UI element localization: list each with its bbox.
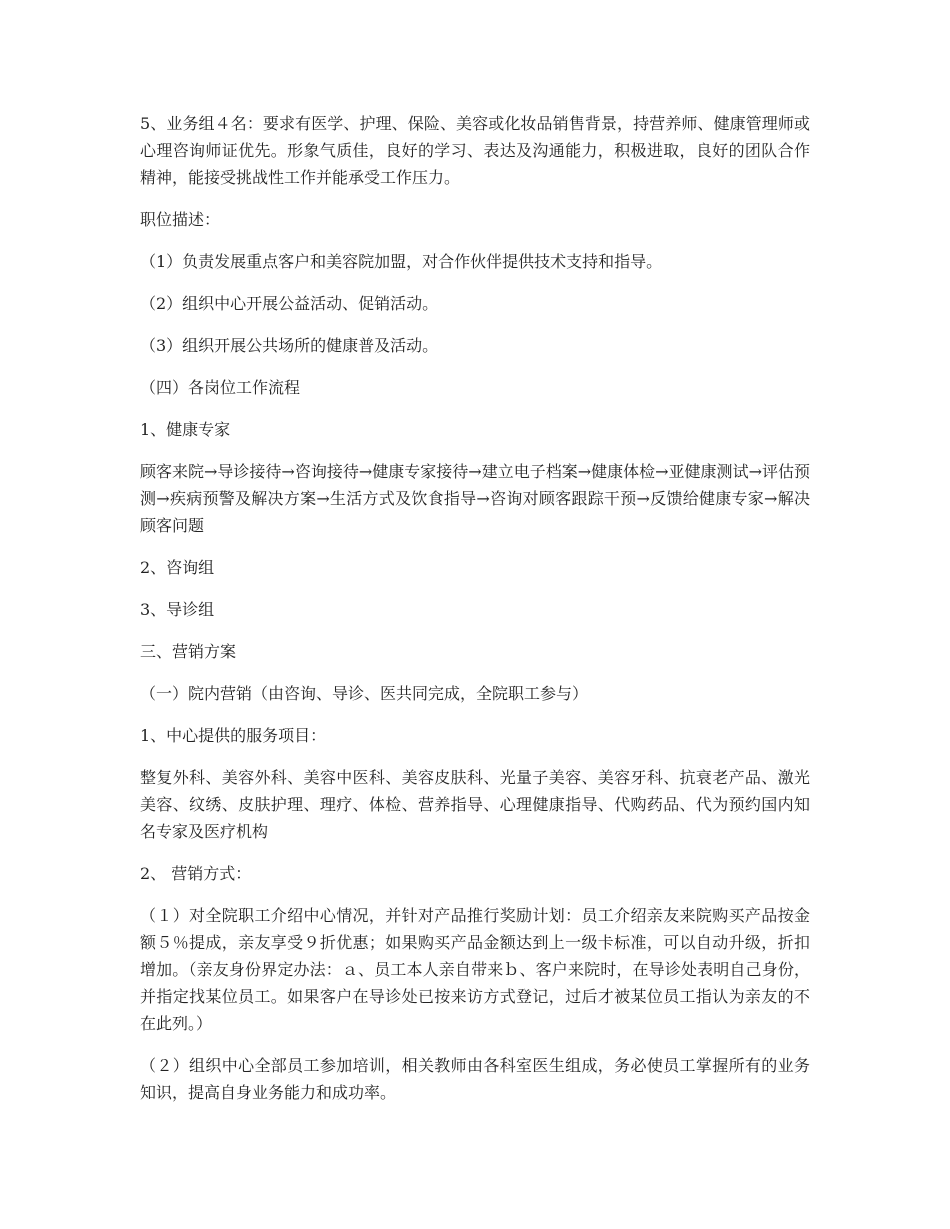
- paragraph-expert-workflow: 顾客来院→导诊接待→咨询接待→健康专家接待→建立电子档案→健康体检→亚健康测试→评估预测→疾病预警及解决方案→生活方式及饮食指导→咨询对顾客跟踪干预→反馈给健康专家→解决顾客问题: [140, 462, 810, 535]
- section-heading-workflow: （四）各岗位工作流程: [140, 378, 301, 397]
- subheading-service-items: 1、中心提供的服务项目：: [140, 726, 327, 745]
- paragraph-duty-2: （2）组织中心开展公益活动、促销活动。: [140, 294, 439, 313]
- subheading-in-hospital-marketing: （一）院内营销（由咨询、导诊、医共同完成，全院职工参与）: [140, 684, 589, 703]
- paragraph-job-description-heading: 职位描述：: [140, 210, 221, 229]
- paragraph-duty-3: （3）组织开展公共场所的健康普及活动。: [140, 336, 439, 355]
- section-heading-marketing-plan: 三、营销方案: [140, 642, 237, 661]
- subheading-consulting-group: 2、咨询组: [140, 558, 215, 577]
- document-page: [140, 110, 810, 1121]
- paragraph-service-list: 整复外科、美容外科、美容中医科、美容皮肤科、光量子美容、美容牙科、抗衰老产品、激光美容、纹绣、皮肤护理、理疗、体检、营养指导、心理健康指导、代购药品、代为预约国内知名专家及医疗机构: [140, 768, 810, 841]
- paragraph-method-2: （２）组织中心全部员工参加培训，相关教师由各科室医生组成，务必使员工掌握所有的业务知识，提高自身业务能力和成功率。: [140, 1056, 810, 1102]
- subheading-marketing-methods: 2、 营销方式：: [140, 864, 252, 883]
- paragraph-duty-1: （1）负责发展重点客户和美容院加盟，对合作伙伴提供技术支持和指导。: [140, 252, 663, 271]
- subheading-guide-group: 3、导诊组: [140, 600, 215, 619]
- subheading-health-expert: 1、健康专家: [140, 420, 231, 439]
- paragraph-sales-team-requirements: 5、业务组４名：要求有医学、护理、保险、美容或化妆品销售背景，持营养师、健康管理师或心理咨询师证优先。形象气质佳，良好的学习、表达及沟通能力，积极进取，良好的团队合作精神，能接受挑战性工作并能承受工作压力。: [140, 114, 810, 187]
- paragraph-method-1: （１）对全院职工介绍中心情况，并针对产品推行奖励计划：员工介绍亲友来院购买产品按金额５％提成，亲友享受９折优惠；如果购买产品金额达到上一级卡标准，可以自动升级，折扣增加。（亲友身份界定办法：ａ、员工本人亲自带来ｂ、客户来院时，在导诊处表明自己身份，并指定找某位员工。如果客户在导诊处已按来访方式登记，过后才被某位员工指认为亲友的不在此列。）: [140, 906, 810, 1033]
